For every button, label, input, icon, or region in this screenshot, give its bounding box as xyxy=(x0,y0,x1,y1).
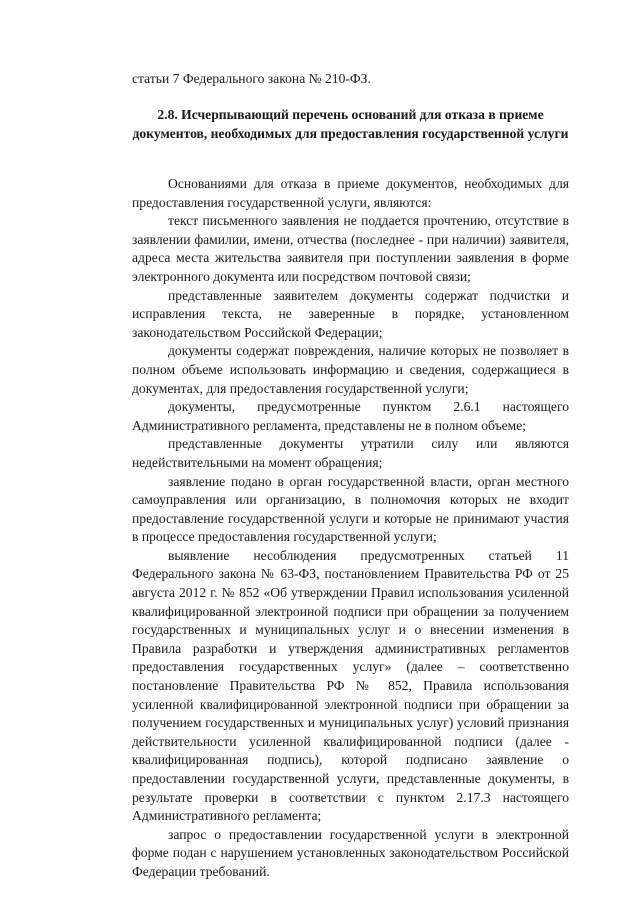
paragraph-reason-damage: документы содержат повреждения, наличие которых не позволяет в полном объеме использовать информацию и сведения, содержащиеся в документах, для предоставления государственной услуги; xyxy=(132,343,569,396)
section-body xyxy=(132,175,569,882)
paragraph-reason-wrong-authority: заявление подано в орган государственной власти, орган местного самоуправления или организацию, в полномочия которых не входит предоставление государственной услуги и которые не принимают участия в процессе предоставления государственной услуги; xyxy=(132,473,569,545)
section-heading: 2.8. Исчерпывающий перечень оснований для отказа в приеме документов, необходимых для предоставления государственной услуги xyxy=(132,107,569,141)
paragraph-reason-corrections: представленные заявителем документы содержат подчистки и исправления текста, не заверенные в порядке, установленном законодательством Российской Федерации; xyxy=(132,287,569,340)
intro-line: статьи 7 Федерального закона № 210-ФЗ. xyxy=(132,71,371,86)
paragraph-reason-electronic-request: запрос о предоставлении государственной услуги в электронной форме подан с нарушением установленных законодательством Российской Федерации требований. xyxy=(132,826,569,879)
paragraph-reason-incomplete: документы, предусмотренные пунктом 2.6.1 настоящего Административного регламента, представлены не в полном объеме; xyxy=(132,399,569,433)
paragraph-reason-expired: представленные документы утратили силу или являются недействительными на момент обращения; xyxy=(132,436,569,470)
paragraph-reason-illegible: текст письменного заявления не поддается прочтению, отсутствие в заявлении фамилии, имени, отчества (последнее - при наличии) заявителя, адреса места жительства заявителя при поступлении заявления в форме электронного документа или посредством почтовой связи; xyxy=(132,213,569,284)
paragraph-intro: Основаниями для отказа в приеме документов, необходимых для предоставления государственной услуги, являются: xyxy=(132,176,569,210)
paragraph-reason-signature: выявление несоблюдения предусмотренных статьей 11 Федерального закона № 63-ФЗ, постановлением Правительства РФ от 25 августа 2012 г. № 852 «Об утверждении Правил использования усиленной квалифицированной электронной подписи при обращении за получением государственных и муниципальных услуг и о внесении изменения в Правила разработки и утверждения административных регламентов предоставления государственных услуг» (далее – соответственно постановление Правительства РФ № 852, Правила использования усиленной квалифицированной электронной подписи при обращении за получением государственных и муниципальных услуг) условий признания действительности усиленной квалифицированной подписи (далее - квалифицированная подпись), которой подписано заявление о предоставлении государственной услуги, представленные документы, в результате проверки в соответствии с пунктом 2.17.3 настоящего Административного регламента; xyxy=(132,547,569,824)
